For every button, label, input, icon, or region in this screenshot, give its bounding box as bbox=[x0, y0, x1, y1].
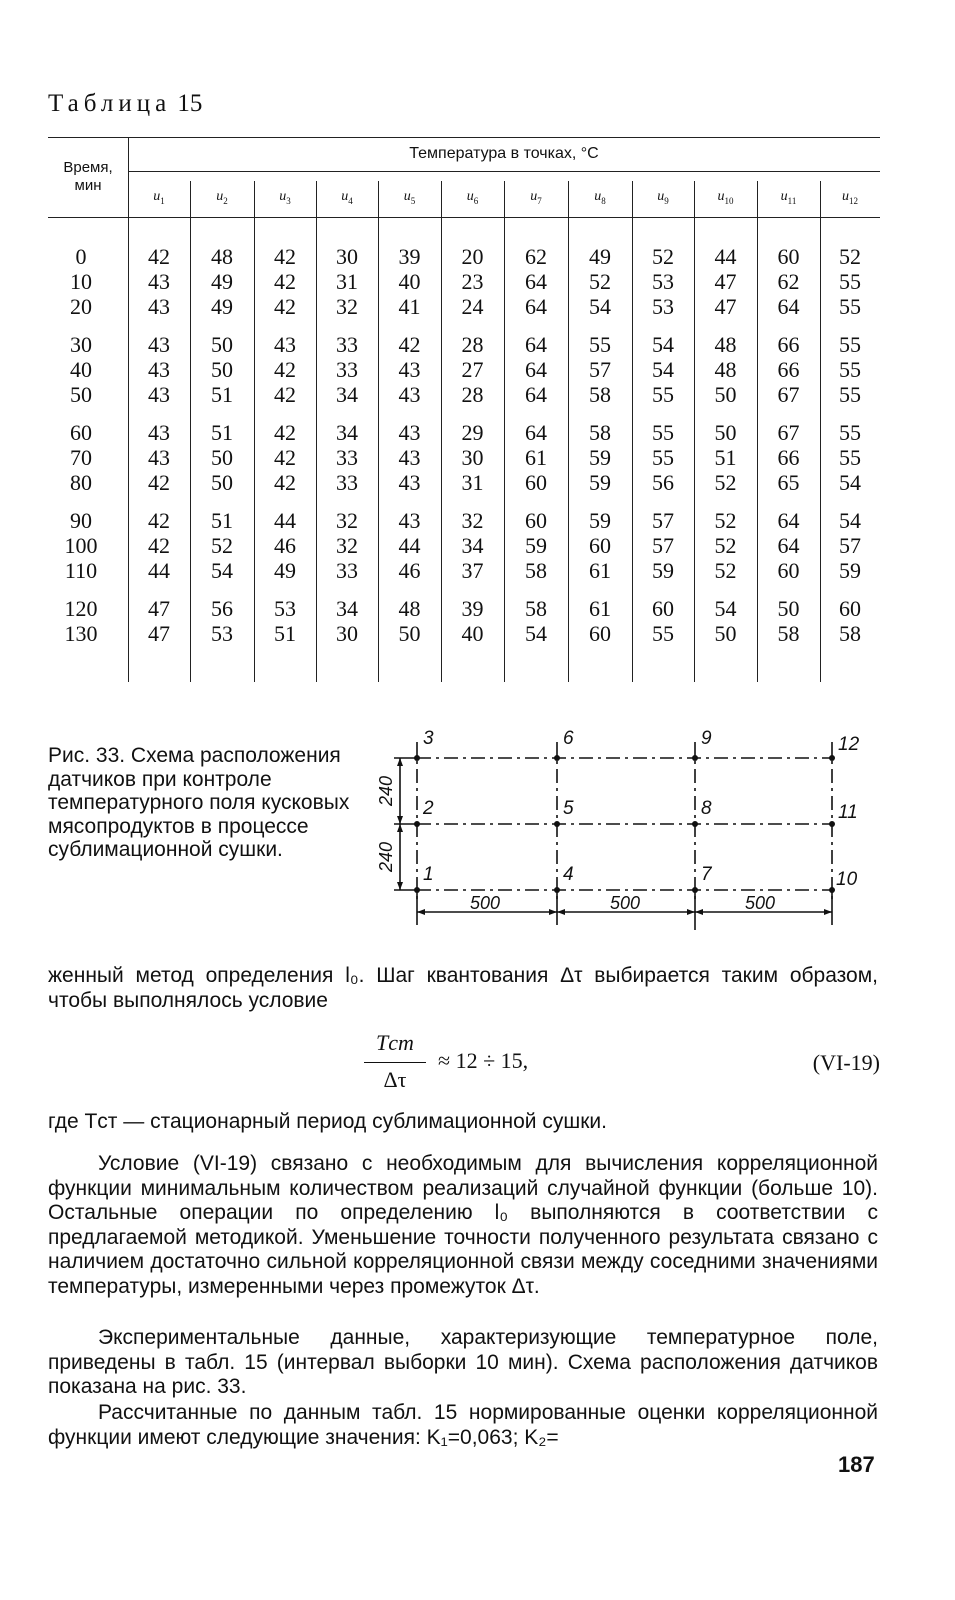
table-cell: 39 bbox=[398, 244, 421, 269]
column-header-u5 bbox=[378, 189, 441, 206]
table-cell: 50 bbox=[714, 382, 737, 407]
point-label-11: 11 bbox=[838, 802, 858, 823]
table-cell: 48 bbox=[211, 244, 233, 269]
table-cell: 39 bbox=[461, 596, 484, 621]
table-cell: 55 bbox=[839, 445, 861, 470]
table-cell: 66 bbox=[777, 332, 800, 357]
table-cell: 64 bbox=[777, 508, 800, 533]
point-label-6: 6 bbox=[563, 728, 574, 749]
table-cell: 50 bbox=[714, 621, 737, 646]
column-header-sub: 2 bbox=[223, 195, 228, 206]
column-header-base: u bbox=[341, 189, 349, 204]
table-cell: 30 bbox=[336, 621, 358, 646]
header-divider bbox=[632, 181, 633, 211]
table-cell: 64 bbox=[525, 332, 547, 357]
table-cell: 55 bbox=[652, 445, 674, 470]
column-header-u9 bbox=[632, 189, 694, 206]
column-header-u11 bbox=[757, 189, 820, 206]
column-header-sub: 3 bbox=[286, 195, 291, 206]
table-cell: 53 bbox=[652, 269, 674, 294]
table-cell: 58 bbox=[589, 382, 611, 407]
table-cell: 53 bbox=[211, 621, 233, 646]
table-cell: 42 bbox=[398, 332, 421, 357]
figure-caption: Рис. 33. Схема расположения датчиков при контроле температурного поля кусковых мясопродуктов в процессе сублимационной сушки. bbox=[48, 744, 350, 861]
column-header-base: u bbox=[842, 189, 849, 204]
table-cell: 42 bbox=[274, 269, 296, 294]
point-label-12: 12 bbox=[838, 734, 860, 755]
table-cell: 55 bbox=[839, 357, 861, 382]
table-cell: 54 bbox=[652, 357, 674, 382]
time-header-line2: мин bbox=[74, 177, 102, 194]
table-cell: 51 bbox=[274, 621, 296, 646]
table-cell: 54 bbox=[652, 332, 674, 357]
table-cell: 42 bbox=[274, 357, 296, 382]
table-cell: 41 bbox=[398, 294, 421, 319]
point-label-5: 5 bbox=[563, 798, 574, 819]
table-cell: 66 bbox=[777, 445, 800, 470]
table-cell: 32 bbox=[336, 533, 358, 558]
header-divider bbox=[694, 181, 695, 211]
table-cell: 43 bbox=[398, 382, 421, 407]
column-header-u4 bbox=[316, 189, 378, 206]
column-header-base: u bbox=[594, 189, 602, 204]
header-divider bbox=[190, 181, 191, 211]
temperature-header: Температура в точках, °С bbox=[409, 145, 599, 162]
table-cell: 64 bbox=[525, 269, 547, 294]
table-cell: 52 bbox=[714, 558, 737, 583]
table-cell: 55 bbox=[839, 420, 861, 445]
table-cell: 32 bbox=[336, 508, 358, 533]
table-cell: 59 bbox=[589, 470, 611, 495]
table-cell: 28 bbox=[461, 382, 484, 407]
table-cell: 55 bbox=[652, 382, 674, 407]
table-cell: 64 bbox=[525, 420, 547, 445]
table-cell: 32 bbox=[336, 294, 358, 319]
table-cell: 57 bbox=[589, 357, 611, 382]
table-cell: 43 bbox=[398, 508, 421, 533]
table-cell: 55 bbox=[839, 294, 861, 319]
table-cell: 33 bbox=[336, 445, 358, 470]
time-cell: 110 bbox=[64, 558, 98, 583]
point-label-1: 1 bbox=[423, 864, 434, 885]
table-cell: 48 bbox=[714, 332, 737, 357]
table-cell: 42 bbox=[274, 445, 296, 470]
point-label-2: 2 bbox=[423, 798, 434, 819]
horizontal-dim-label-3: 500 bbox=[745, 893, 776, 913]
table-cell: 51 bbox=[211, 508, 233, 533]
column-header-u8 bbox=[568, 189, 632, 206]
table-cell: 60 bbox=[777, 558, 800, 583]
table-cell: 64 bbox=[525, 382, 547, 407]
table-cell: 42 bbox=[148, 244, 170, 269]
table-cell: 27 bbox=[461, 357, 484, 382]
point-label-3: 3 bbox=[423, 728, 434, 749]
table-cell: 64 bbox=[525, 357, 547, 382]
table-cell: 48 bbox=[398, 596, 421, 621]
table-cell: 54 bbox=[714, 596, 737, 621]
table-cell: 57 bbox=[652, 508, 674, 533]
table-cell: 64 bbox=[777, 294, 800, 319]
table-cell: 28 bbox=[461, 332, 484, 357]
table-cell: 44 bbox=[148, 558, 170, 583]
column-header-sub: 9 bbox=[664, 195, 669, 206]
table-cell: 56 bbox=[211, 596, 233, 621]
table-cell: 43 bbox=[398, 470, 421, 495]
table-cell: 54 bbox=[839, 470, 861, 495]
table-cell: 43 bbox=[148, 357, 170, 382]
table-cell: 52 bbox=[211, 533, 233, 558]
table-cell: 42 bbox=[148, 508, 170, 533]
table-cell: 58 bbox=[839, 621, 861, 646]
formula-fraction-bar bbox=[364, 1062, 426, 1063]
time-cell: 20 bbox=[70, 294, 92, 319]
table-cell: 33 bbox=[336, 558, 358, 583]
column-header-u1 bbox=[128, 189, 190, 206]
table-title-number: 15 bbox=[177, 90, 203, 117]
column-header-base: u bbox=[403, 189, 411, 204]
table-cell: 51 bbox=[211, 382, 233, 407]
table-cell: 42 bbox=[274, 382, 296, 407]
table-cell: 43 bbox=[398, 445, 421, 470]
column-header-u12 bbox=[820, 189, 880, 206]
table-cell: 42 bbox=[274, 470, 296, 495]
time-cell: 10 bbox=[70, 269, 92, 294]
table-cell: 47 bbox=[148, 621, 170, 646]
table-cell: 50 bbox=[211, 445, 233, 470]
time-header-line1: Время, bbox=[63, 159, 113, 176]
column-header-sub: 8 bbox=[601, 195, 606, 206]
time-cell: 80 bbox=[70, 470, 92, 495]
paragraph-correlation-estimates: Рассчитанные по данным табл. 15 нормированные оценки корреляционной функции имеют следующие значения: K₁=0,063; K₂= bbox=[48, 1401, 878, 1449]
table-cell: 55 bbox=[589, 332, 611, 357]
table-cell: 67 bbox=[777, 382, 800, 407]
table-cell: 51 bbox=[211, 420, 233, 445]
table-cell: 34 bbox=[336, 420, 358, 445]
table-cell: 60 bbox=[839, 596, 861, 621]
table-cell: 42 bbox=[148, 533, 170, 558]
vertical-dim-label-upper: 240 bbox=[376, 775, 396, 806]
table-cell: 50 bbox=[211, 357, 233, 382]
table-cell: 52 bbox=[714, 508, 737, 533]
column-header-base: u bbox=[530, 189, 538, 204]
table-cell: 42 bbox=[274, 294, 296, 319]
table-cell: 59 bbox=[525, 533, 547, 558]
table-cell: 46 bbox=[274, 533, 296, 558]
table-cell: 43 bbox=[148, 382, 170, 407]
table-cell: 49 bbox=[274, 558, 296, 583]
table-cell: 55 bbox=[839, 332, 861, 357]
paragraph-experimental-data: Экспериментальные данные, характеризующие температурное поле, приведены в табл. 15 (интервал выборки 10 мин). Схема расположения датчиков показана на рис. 33. bbox=[48, 1326, 878, 1398]
table-cell: 42 bbox=[274, 420, 296, 445]
time-cell: 40 bbox=[70, 357, 92, 382]
formula-denominator: Δτ bbox=[383, 1067, 407, 1092]
table-cell: 43 bbox=[398, 420, 421, 445]
table-cell: 50 bbox=[714, 420, 737, 445]
table-cell: 50 bbox=[211, 332, 233, 357]
table-cell: 59 bbox=[589, 508, 611, 533]
column-header-base: u bbox=[153, 189, 161, 204]
table-cell: 32 bbox=[461, 508, 484, 533]
table-cell: 60 bbox=[525, 508, 547, 533]
table-cell: 40 bbox=[398, 269, 421, 294]
column-header-u7 bbox=[504, 189, 568, 206]
column-header-sub: 1 bbox=[160, 195, 165, 206]
table-cell: 55 bbox=[839, 382, 861, 407]
table-cell: 50 bbox=[777, 596, 800, 621]
table-cell: 52 bbox=[839, 244, 861, 269]
table-cell: 33 bbox=[336, 357, 358, 382]
column-header-sub: 7 bbox=[537, 195, 542, 206]
time-cell: 120 bbox=[64, 596, 98, 621]
column-header-base: u bbox=[216, 189, 224, 204]
table-cell: 61 bbox=[589, 558, 611, 583]
header-divider bbox=[378, 181, 379, 211]
table-cell: 54 bbox=[839, 508, 861, 533]
formula-vi-19 bbox=[360, 1030, 880, 1100]
time-cell: 70 bbox=[70, 445, 92, 470]
table-cell: 67 bbox=[777, 420, 800, 445]
table-cell: 49 bbox=[589, 244, 611, 269]
point-label-9: 9 bbox=[701, 728, 712, 749]
table-cell: 30 bbox=[336, 244, 358, 269]
table-cell: 47 bbox=[714, 294, 737, 319]
column-header-u10 bbox=[694, 189, 757, 206]
time-cell: 30 bbox=[70, 332, 92, 357]
column-header-u2 bbox=[190, 189, 254, 206]
table-cell: 57 bbox=[652, 533, 674, 558]
table-cell: 31 bbox=[336, 269, 358, 294]
column-header-base: u bbox=[279, 189, 287, 204]
time-cell: 0 bbox=[75, 244, 87, 269]
table-cell: 54 bbox=[525, 621, 547, 646]
table-cell: 37 bbox=[461, 558, 484, 583]
time-header bbox=[48, 159, 128, 195]
table-cell: 55 bbox=[652, 621, 674, 646]
table-cell: 52 bbox=[652, 244, 674, 269]
table-cell: 48 bbox=[714, 357, 737, 382]
temperature-table bbox=[48, 137, 880, 682]
table-cell: 55 bbox=[839, 269, 861, 294]
header-divider bbox=[820, 181, 821, 211]
formula-number: (VI-19) bbox=[812, 1050, 880, 1075]
time-cell: 50 bbox=[70, 382, 92, 407]
table-cell: 49 bbox=[211, 269, 233, 294]
time-cell: 90 bbox=[70, 508, 92, 533]
table-cell: 29 bbox=[461, 420, 484, 445]
table-header-rule bbox=[128, 171, 880, 172]
table-cell: 60 bbox=[589, 621, 611, 646]
table-cell: 46 bbox=[398, 558, 421, 583]
column-header-sub: 10 bbox=[724, 195, 734, 206]
table-cell: 42 bbox=[148, 470, 170, 495]
time-cell: 100 bbox=[64, 533, 98, 558]
time-cell: 60 bbox=[70, 420, 92, 445]
table-cell: 30 bbox=[461, 445, 484, 470]
table-cell: 52 bbox=[589, 269, 611, 294]
column-header-base: u bbox=[717, 189, 725, 204]
table-cell: 44 bbox=[714, 244, 737, 269]
column-header-base: u bbox=[466, 189, 474, 204]
table-cell: 43 bbox=[148, 445, 170, 470]
table-cell: 52 bbox=[714, 533, 737, 558]
point-label-8: 8 bbox=[701, 798, 712, 819]
horizontal-dim-label-2: 500 bbox=[610, 893, 641, 913]
table-cell: 62 bbox=[525, 244, 547, 269]
header-divider bbox=[316, 181, 317, 211]
table-cell: 47 bbox=[148, 596, 170, 621]
table-cell: 58 bbox=[589, 420, 611, 445]
table-cell: 58 bbox=[525, 596, 547, 621]
page-number: 187 bbox=[838, 1452, 875, 1477]
paragraph-where: где Tст — стационарный период сублимационной сушки. bbox=[48, 1110, 607, 1133]
column-header-sub: 5 bbox=[410, 195, 416, 206]
table-cell: 55 bbox=[652, 420, 674, 445]
table-cell: 50 bbox=[211, 470, 233, 495]
column-header-base: u bbox=[780, 189, 788, 204]
header-divider bbox=[441, 181, 442, 211]
vertical-dim-label-lower: 240 bbox=[376, 841, 396, 872]
table-cell: 20 bbox=[461, 244, 484, 269]
column-header-base: u bbox=[657, 189, 665, 204]
table-cell: 33 bbox=[336, 470, 358, 495]
table-cell: 43 bbox=[148, 269, 170, 294]
table-cell: 58 bbox=[525, 558, 547, 583]
table-title bbox=[48, 90, 202, 118]
paragraph-quantization: женный метод определения l₀. Шаг квантования Δτ выбирается таким образом, чтобы выполнялось условие bbox=[48, 964, 878, 1012]
table-cell: 64 bbox=[525, 294, 547, 319]
table-cell: 59 bbox=[589, 445, 611, 470]
header-divider bbox=[254, 181, 255, 211]
time-cell: 130 bbox=[64, 621, 98, 646]
table-cell: 61 bbox=[589, 596, 611, 621]
table-cell: 44 bbox=[398, 533, 421, 558]
header-divider bbox=[757, 181, 758, 211]
table-cell: 34 bbox=[336, 382, 358, 407]
table-title-word: Таблица bbox=[48, 90, 172, 117]
table-cell: 66 bbox=[777, 357, 800, 382]
table-cell: 43 bbox=[148, 332, 170, 357]
table-cell: 51 bbox=[714, 445, 737, 470]
table-cell: 34 bbox=[336, 596, 358, 621]
table-cell: 53 bbox=[274, 596, 296, 621]
table-cell: 33 bbox=[336, 332, 358, 357]
table-header-bottom-rule bbox=[48, 217, 880, 218]
column-header-u3 bbox=[254, 189, 316, 206]
table-cell: 49 bbox=[211, 294, 233, 319]
table-cell: 62 bbox=[777, 269, 800, 294]
formula-rhs: ≈ 12 ÷ 15, bbox=[438, 1048, 529, 1073]
table-cell: 43 bbox=[148, 294, 170, 319]
table-cell: 65 bbox=[777, 470, 800, 495]
table-cell: 23 bbox=[461, 269, 484, 294]
table-cell: 50 bbox=[398, 621, 421, 646]
table-cell: 34 bbox=[461, 533, 484, 558]
table-cell: 54 bbox=[589, 294, 611, 319]
table-cell: 43 bbox=[148, 420, 170, 445]
table-cell: 60 bbox=[652, 596, 674, 621]
point-label-7: 7 bbox=[701, 864, 712, 885]
header-divider bbox=[504, 181, 505, 211]
table-cell: 43 bbox=[274, 332, 296, 357]
table-cell: 42 bbox=[274, 244, 296, 269]
column-header-sub: 4 bbox=[348, 195, 353, 206]
formula-numerator: Tст bbox=[376, 1030, 414, 1055]
table-cell: 60 bbox=[525, 470, 547, 495]
table-cell: 31 bbox=[461, 470, 484, 495]
table-cell: 53 bbox=[652, 294, 674, 319]
table-cell: 61 bbox=[525, 445, 547, 470]
column-header-u6 bbox=[441, 189, 504, 206]
column-header-sub: 11 bbox=[787, 195, 797, 206]
table-cell: 60 bbox=[777, 244, 800, 269]
table-cell: 44 bbox=[274, 508, 296, 533]
table-cell: 57 bbox=[839, 533, 861, 558]
column-header-sub: 6 bbox=[473, 195, 479, 206]
table-cell: 58 bbox=[777, 621, 800, 646]
table-cell: 60 bbox=[589, 533, 611, 558]
table-cell: 64 bbox=[777, 533, 800, 558]
table-cell: 47 bbox=[714, 269, 737, 294]
table-cell: 24 bbox=[461, 294, 484, 319]
column-header-sub: 12 bbox=[849, 195, 858, 206]
table-cell: 56 bbox=[652, 470, 674, 495]
table-top-rule bbox=[48, 137, 880, 138]
point-label-4: 4 bbox=[563, 864, 574, 885]
point-label-10: 10 bbox=[836, 869, 858, 890]
horizontal-dim-label-1: 500 bbox=[470, 893, 501, 913]
table-cell: 59 bbox=[652, 558, 674, 583]
header-divider bbox=[568, 181, 569, 211]
table-cell: 54 bbox=[211, 558, 233, 583]
table-cell: 59 bbox=[839, 558, 861, 583]
paragraph-condition: Условие (VI-19) связано с необходимым для вычисления корреляционной функции минимальным количеством реализаций случайной функции (больше 10). Остальные операции по определению l₀ выполняются в соответствии с предлагаемой методикой. Уменьшение точности полученного результата связано с наличием достаточно сильной корреляционной связи между соседними значениями температуры, измеренными через промежуток Δτ. bbox=[48, 1152, 878, 1298]
table-cell: 43 bbox=[398, 357, 421, 382]
sensor-layout-diagram bbox=[370, 720, 880, 935]
table-cell: 40 bbox=[461, 621, 484, 646]
table-cell: 52 bbox=[714, 470, 737, 495]
